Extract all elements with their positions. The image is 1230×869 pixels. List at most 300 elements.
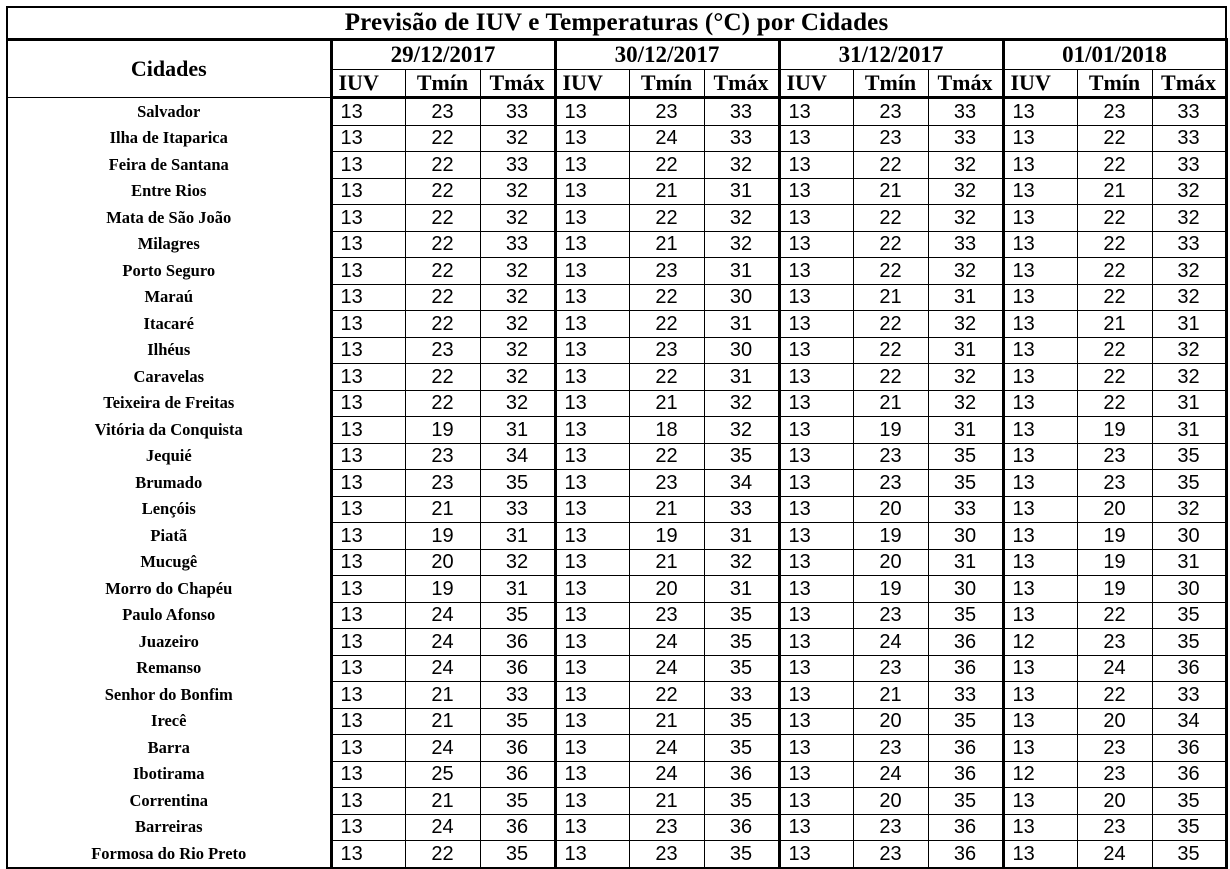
iuv-value: 13 (331, 841, 405, 868)
tmin-value: 23 (629, 841, 704, 868)
iuv-value: 13 (779, 364, 853, 391)
tmax-value: 35 (704, 655, 779, 682)
iuv-value: 13 (331, 231, 405, 258)
table-row (7, 390, 1226, 417)
city-name: Vitória da Conquista (7, 417, 331, 444)
iuv-value: 13 (331, 98, 405, 126)
iuv-value: 13 (555, 98, 629, 126)
tmin-value: 22 (1077, 205, 1152, 232)
tmax-value: 35 (1152, 470, 1226, 497)
tmin-value: 20 (853, 788, 928, 815)
iuv-value: 13 (1003, 470, 1077, 497)
table-row (7, 496, 1226, 523)
tmax-value: 31 (928, 549, 1003, 576)
table-row (7, 443, 1226, 470)
city-name: Ilha de Itaparica (7, 125, 331, 152)
tmin-value: 21 (629, 231, 704, 258)
iuv-column-header: IUV (555, 70, 629, 98)
iuv-value: 13 (1003, 682, 1077, 709)
tmin-value: 21 (405, 496, 480, 523)
tmax-value: 32 (704, 231, 779, 258)
tmin-value: 22 (405, 152, 480, 179)
city-name: Entre Rios (7, 178, 331, 205)
tmax-value: 36 (1152, 735, 1226, 762)
tmin-value: 22 (405, 178, 480, 205)
iuv-value: 13 (331, 523, 405, 550)
iuv-value: 13 (555, 364, 629, 391)
iuv-value: 12 (1003, 761, 1077, 788)
city-name: Correntina (7, 788, 331, 815)
city-name: Barra (7, 735, 331, 762)
iuv-value: 13 (1003, 735, 1077, 762)
tmin-value: 23 (853, 814, 928, 841)
iuv-value: 13 (331, 655, 405, 682)
tmin-value: 19 (405, 523, 480, 550)
table-row (7, 152, 1226, 179)
table-row (7, 708, 1226, 735)
iuv-value: 13 (779, 231, 853, 258)
tmin-value: 19 (853, 576, 928, 603)
iuv-value: 13 (779, 708, 853, 735)
tmax-value: 36 (1152, 761, 1226, 788)
iuv-value: 13 (1003, 841, 1077, 868)
table-row (7, 602, 1226, 629)
tmax-value: 32 (480, 125, 555, 152)
tmin-value: 23 (405, 98, 480, 126)
tmax-column-header: Tmáx (704, 70, 779, 98)
table-row (7, 178, 1226, 205)
iuv-value: 13 (779, 814, 853, 841)
iuv-value: 13 (555, 470, 629, 497)
iuv-value: 13 (331, 682, 405, 709)
tmin-value: 22 (1077, 284, 1152, 311)
tmax-value: 35 (704, 841, 779, 868)
tmax-value: 31 (1152, 549, 1226, 576)
tmax-value: 33 (480, 231, 555, 258)
iuv-value: 13 (1003, 814, 1077, 841)
tmin-value: 22 (1077, 337, 1152, 364)
tmin-value: 22 (629, 152, 704, 179)
tmax-value: 31 (1152, 417, 1226, 444)
tmin-value: 22 (1077, 682, 1152, 709)
tmin-column-header: Tmín (1077, 70, 1152, 98)
city-name: Itacaré (7, 311, 331, 338)
iuv-value: 13 (1003, 576, 1077, 603)
iuv-value: 13 (331, 761, 405, 788)
tmin-value: 22 (853, 311, 928, 338)
tmax-value: 33 (704, 125, 779, 152)
iuv-value: 13 (331, 258, 405, 285)
iuv-value: 13 (331, 814, 405, 841)
tmax-value: 36 (928, 761, 1003, 788)
tmin-value: 24 (629, 125, 704, 152)
tmin-value: 20 (1077, 708, 1152, 735)
table-row (7, 205, 1226, 232)
tmin-value: 23 (1077, 443, 1152, 470)
tmin-value: 21 (629, 496, 704, 523)
tmin-value: 23 (1077, 98, 1152, 126)
tmin-value: 21 (853, 284, 928, 311)
tmax-value: 32 (480, 284, 555, 311)
city-name: Brumado (7, 470, 331, 497)
tmin-value: 19 (405, 417, 480, 444)
tmin-value: 23 (1077, 761, 1152, 788)
tmin-value: 21 (853, 178, 928, 205)
tmin-value: 24 (1077, 841, 1152, 868)
tmin-value: 23 (1077, 814, 1152, 841)
tmin-value: 24 (405, 602, 480, 629)
iuv-value: 13 (779, 629, 853, 656)
table-row (7, 523, 1226, 550)
tmax-value: 35 (704, 629, 779, 656)
city-name: Teixeira de Freitas (7, 390, 331, 417)
tmin-value: 21 (1077, 178, 1152, 205)
tmax-value: 32 (480, 364, 555, 391)
tmax-value: 35 (480, 841, 555, 868)
tmin-value: 22 (405, 231, 480, 258)
tmin-value: 23 (853, 443, 928, 470)
iuv-value: 13 (555, 205, 629, 232)
tmax-value: 32 (704, 549, 779, 576)
tmax-value: 35 (928, 788, 1003, 815)
tmax-value: 32 (1152, 284, 1226, 311)
iuv-value: 13 (555, 549, 629, 576)
tmin-value: 24 (405, 655, 480, 682)
table-row (7, 549, 1226, 576)
tmax-value: 35 (704, 602, 779, 629)
table-title: Previsão de IUV e Temperaturas (°C) por Cidades (7, 7, 1226, 40)
tmax-value: 36 (928, 629, 1003, 656)
iuv-value: 13 (331, 152, 405, 179)
tmin-value: 24 (853, 761, 928, 788)
tmax-value: 31 (704, 576, 779, 603)
iuv-value: 13 (1003, 523, 1077, 550)
tmin-value: 19 (1077, 523, 1152, 550)
city-name: Piatã (7, 523, 331, 550)
iuv-value: 13 (779, 788, 853, 815)
iuv-value: 13 (779, 735, 853, 762)
city-name: Maraú (7, 284, 331, 311)
iuv-value: 13 (779, 125, 853, 152)
tmin-value: 23 (853, 841, 928, 868)
city-name: Feira de Santana (7, 152, 331, 179)
tmax-value: 33 (1152, 682, 1226, 709)
tmax-value: 32 (928, 258, 1003, 285)
tmin-value: 23 (853, 735, 928, 762)
tmin-value: 20 (405, 549, 480, 576)
iuv-value: 13 (1003, 311, 1077, 338)
tmax-value: 32 (704, 390, 779, 417)
tmin-value: 24 (405, 814, 480, 841)
tmin-value: 22 (1077, 231, 1152, 258)
tmax-value: 32 (1152, 337, 1226, 364)
tmax-value: 31 (1152, 311, 1226, 338)
iuv-value: 13 (555, 443, 629, 470)
iuv-value: 13 (555, 178, 629, 205)
tmax-value: 35 (1152, 602, 1226, 629)
tmin-value: 20 (629, 576, 704, 603)
tmax-value: 35 (704, 708, 779, 735)
tmax-value: 32 (480, 311, 555, 338)
table-row (7, 417, 1226, 444)
iuv-value: 13 (1003, 125, 1077, 152)
tmin-value: 22 (629, 443, 704, 470)
iuv-value: 13 (555, 337, 629, 364)
tmax-value: 35 (1152, 443, 1226, 470)
table-row (7, 337, 1226, 364)
city-name: Milagres (7, 231, 331, 258)
tmin-value: 23 (629, 602, 704, 629)
tmax-value: 35 (704, 443, 779, 470)
tmin-value: 18 (629, 417, 704, 444)
tmax-value: 31 (480, 523, 555, 550)
table-row (7, 841, 1226, 868)
tmin-value: 22 (1077, 152, 1152, 179)
iuv-value: 13 (1003, 549, 1077, 576)
iuv-value: 13 (779, 337, 853, 364)
tmin-value: 23 (629, 258, 704, 285)
tmin-value: 22 (853, 258, 928, 285)
tmax-value: 33 (1152, 98, 1226, 126)
iuv-column-header: IUV (779, 70, 853, 98)
iuv-value: 13 (555, 576, 629, 603)
iuv-value: 13 (555, 629, 629, 656)
city-name: Morro do Chapéu (7, 576, 331, 603)
tmin-value: 21 (629, 549, 704, 576)
tmax-value: 31 (480, 576, 555, 603)
table-row (7, 761, 1226, 788)
tmax-value: 33 (928, 125, 1003, 152)
tmin-value: 25 (405, 761, 480, 788)
tmin-value: 23 (629, 98, 704, 126)
tmin-value: 21 (629, 390, 704, 417)
iuv-value: 13 (779, 523, 853, 550)
tmax-value: 33 (480, 98, 555, 126)
iuv-value: 13 (1003, 655, 1077, 682)
tmax-value: 36 (704, 761, 779, 788)
city-name: Ibotirama (7, 761, 331, 788)
tmax-value: 33 (928, 496, 1003, 523)
date-header: 01/01/2018 (1003, 40, 1226, 70)
iuv-value: 13 (1003, 708, 1077, 735)
tmax-value: 34 (704, 470, 779, 497)
table-row (7, 98, 1226, 126)
tmax-value: 36 (480, 761, 555, 788)
city-name: Caravelas (7, 364, 331, 391)
tmax-value: 33 (928, 682, 1003, 709)
iuv-value: 13 (1003, 788, 1077, 815)
iuv-value: 13 (555, 152, 629, 179)
tmax-value: 32 (928, 152, 1003, 179)
iuv-value: 13 (779, 390, 853, 417)
iuv-value: 13 (779, 258, 853, 285)
iuv-value: 13 (779, 549, 853, 576)
tmin-value: 23 (629, 470, 704, 497)
tmax-value: 35 (1152, 629, 1226, 656)
tmax-column-header: Tmáx (480, 70, 555, 98)
iuv-value: 13 (1003, 602, 1077, 629)
tmin-value: 24 (405, 735, 480, 762)
iuv-value: 13 (331, 735, 405, 762)
tmin-value: 22 (853, 205, 928, 232)
iuv-value: 13 (1003, 496, 1077, 523)
iuv-value: 13 (779, 682, 853, 709)
tmax-value: 33 (704, 496, 779, 523)
table-row (7, 231, 1226, 258)
tmax-value: 30 (1152, 523, 1226, 550)
iuv-value: 13 (555, 788, 629, 815)
tmin-value: 21 (1077, 311, 1152, 338)
tmin-value: 22 (629, 364, 704, 391)
tmin-value: 24 (629, 735, 704, 762)
city-name: Mucugê (7, 549, 331, 576)
tmax-value: 33 (1152, 231, 1226, 258)
iuv-value: 13 (555, 708, 629, 735)
tmax-value: 32 (704, 152, 779, 179)
city-name: Barreiras (7, 814, 331, 841)
date-header: 29/12/2017 (331, 40, 555, 70)
tmin-value: 23 (629, 337, 704, 364)
iuv-value: 13 (331, 443, 405, 470)
tmax-value: 36 (480, 629, 555, 656)
iuv-value: 13 (555, 602, 629, 629)
tmax-value: 36 (480, 814, 555, 841)
tmax-value: 35 (1152, 841, 1226, 868)
tmin-value: 22 (1077, 258, 1152, 285)
forecast-table-container (6, 6, 1228, 869)
iuv-value: 13 (779, 98, 853, 126)
tmin-value: 22 (405, 125, 480, 152)
tmin-value: 20 (853, 708, 928, 735)
table-row (7, 470, 1226, 497)
iuv-value: 13 (331, 417, 405, 444)
tmax-value: 35 (928, 443, 1003, 470)
tmax-value: 32 (480, 390, 555, 417)
tmax-value: 36 (928, 735, 1003, 762)
tmin-value: 22 (405, 841, 480, 868)
table-row (7, 814, 1226, 841)
tmin-value: 24 (405, 629, 480, 656)
tmax-value: 36 (704, 814, 779, 841)
tmin-value: 22 (629, 205, 704, 232)
table-row (7, 629, 1226, 656)
tmax-value: 32 (928, 178, 1003, 205)
table-row (7, 576, 1226, 603)
iuv-value: 13 (555, 496, 629, 523)
iuv-column-header: IUV (331, 70, 405, 98)
tmax-value: 35 (480, 788, 555, 815)
iuv-value: 13 (779, 576, 853, 603)
tmax-value: 31 (704, 523, 779, 550)
iuv-value: 13 (555, 390, 629, 417)
iuv-value: 13 (331, 496, 405, 523)
iuv-value: 13 (779, 655, 853, 682)
tmin-value: 20 (853, 496, 928, 523)
tmax-value: 31 (704, 178, 779, 205)
tmin-value: 19 (1077, 576, 1152, 603)
tmax-value: 32 (928, 205, 1003, 232)
iuv-value: 13 (1003, 178, 1077, 205)
tmin-value: 23 (853, 470, 928, 497)
tmax-value: 32 (1152, 496, 1226, 523)
tmax-value: 32 (480, 258, 555, 285)
tmin-value: 19 (1077, 549, 1152, 576)
tmin-value: 20 (1077, 788, 1152, 815)
iuv-value: 13 (1003, 205, 1077, 232)
tmin-value: 23 (629, 814, 704, 841)
city-name: Remanso (7, 655, 331, 682)
city-name: Irecê (7, 708, 331, 735)
iuv-value: 13 (331, 284, 405, 311)
iuv-value: 13 (779, 761, 853, 788)
tmin-value: 23 (405, 470, 480, 497)
iuv-value: 13 (779, 841, 853, 868)
iuv-value: 13 (331, 708, 405, 735)
tmax-value: 33 (480, 682, 555, 709)
table-row (7, 364, 1226, 391)
tmax-value: 36 (1152, 655, 1226, 682)
table-row (7, 788, 1226, 815)
tmin-value: 19 (629, 523, 704, 550)
iuv-value: 13 (555, 523, 629, 550)
tmax-value: 32 (480, 178, 555, 205)
table-row (7, 682, 1226, 709)
tmin-value: 23 (1077, 735, 1152, 762)
tmax-value: 33 (1152, 125, 1226, 152)
tmax-value: 30 (1152, 576, 1226, 603)
tmax-value: 31 (928, 337, 1003, 364)
iuv-value: 13 (1003, 152, 1077, 179)
tmin-value: 23 (405, 443, 480, 470)
tmax-value: 33 (704, 98, 779, 126)
iuv-value: 13 (779, 496, 853, 523)
tmin-value: 23 (853, 602, 928, 629)
tmin-value: 22 (1077, 390, 1152, 417)
date-header: 31/12/2017 (779, 40, 1003, 70)
tmax-value: 33 (928, 98, 1003, 126)
tmin-value: 22 (405, 390, 480, 417)
tmax-value: 35 (480, 708, 555, 735)
tmin-value: 23 (853, 98, 928, 126)
cities-column-header: Cidades (7, 40, 331, 98)
tmax-value: 36 (928, 814, 1003, 841)
iuv-value: 13 (779, 417, 853, 444)
iuv-value: 13 (1003, 337, 1077, 364)
tmax-value: 35 (704, 735, 779, 762)
tmax-value: 32 (1152, 178, 1226, 205)
iuv-value: 13 (555, 761, 629, 788)
tmax-value: 34 (480, 443, 555, 470)
tmax-value: 35 (480, 470, 555, 497)
tmax-value: 30 (928, 523, 1003, 550)
table-row (7, 311, 1226, 338)
tmin-column-header: Tmín (629, 70, 704, 98)
iuv-value: 13 (555, 735, 629, 762)
tmax-column-header: Tmáx (1152, 70, 1226, 98)
iuv-value: 13 (331, 337, 405, 364)
iuv-value: 13 (555, 258, 629, 285)
city-name: Ilhéus (7, 337, 331, 364)
city-name: Jequié (7, 443, 331, 470)
tmin-value: 24 (1077, 655, 1152, 682)
tmin-value: 23 (1077, 470, 1152, 497)
iuv-value: 13 (1003, 364, 1077, 391)
tmax-value: 33 (480, 152, 555, 179)
tmax-value: 35 (1152, 814, 1226, 841)
city-name: Lençóis (7, 496, 331, 523)
tmin-value: 23 (1077, 629, 1152, 656)
tmax-value: 32 (704, 205, 779, 232)
